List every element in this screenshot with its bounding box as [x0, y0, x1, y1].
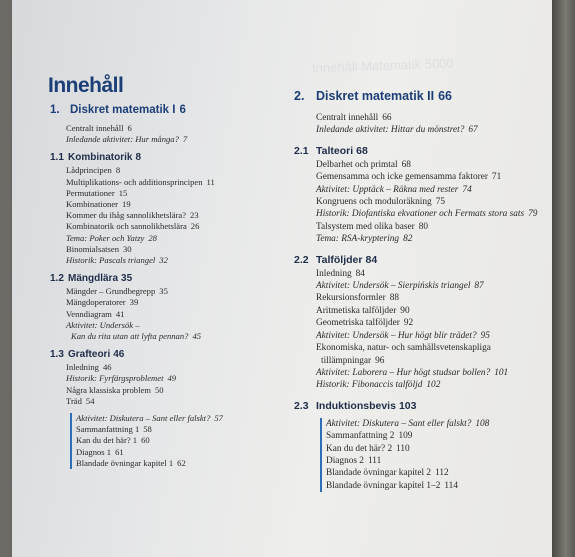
summary-entry: [76, 424, 300, 435]
section-list: [50, 362, 300, 407]
entry-page-number: 57: [214, 413, 223, 424]
section-entry: [66, 320, 300, 331]
entry-page-number: 90: [400, 305, 410, 316]
chapter-number: 2.: [294, 89, 305, 103]
chapter-heading: [294, 89, 562, 103]
entry-text: Tema: RSA-kryptering: [316, 234, 400, 245]
section-list: [294, 268, 562, 392]
entry-page-number: 26: [190, 221, 200, 232]
section-number: 2.2: [294, 253, 309, 266]
entry-text: Aritmetiska talföljder: [316, 305, 397, 316]
entry-page-number: 61: [115, 446, 124, 457]
section-heading: [50, 273, 300, 284]
entry-page-number: 68: [401, 159, 411, 170]
chapter-page-number: 66: [438, 89, 453, 103]
page-edge: [552, 0, 575, 557]
entry-text: Blandade övningar kapitel 1–2: [326, 480, 441, 491]
section-entry: [316, 233, 562, 245]
section-number: 2.1: [294, 144, 309, 157]
section-entry: [316, 379, 562, 391]
section-entry: [316, 305, 562, 317]
section-entry: [316, 367, 562, 379]
entry-page-number: 28: [148, 232, 157, 243]
section-entry: [66, 199, 300, 210]
section-title: Mängdlära: [68, 273, 119, 285]
entry-page-number: 19: [122, 199, 131, 210]
section-heading: [294, 145, 562, 157]
entry-page-number: 50: [154, 384, 164, 395]
section-page-number: 8: [135, 152, 142, 164]
summary-entry: [76, 447, 300, 458]
book-page: [12, 0, 552, 557]
summary-entry: [326, 418, 562, 430]
chapter-intro-entry: [316, 112, 562, 124]
section-list: [50, 286, 300, 342]
section-title: Induktionsbevis: [316, 399, 396, 412]
chapter-intro-list: [50, 123, 300, 145]
entry-text: Centralt innehåll: [316, 113, 379, 123]
chapter-title: Diskret matematik II: [316, 89, 435, 103]
entry-text: Aktivitet: Undersök – Hur högt blir trädet?: [316, 330, 477, 341]
entry-text: Aktivitet: Diskutera – Sant eller falskt?: [76, 413, 211, 424]
entry-page-number: 7: [182, 134, 188, 145]
entry-page-number: 46: [102, 362, 112, 373]
section-title: Talteori: [316, 144, 354, 157]
section-heading: [50, 349, 300, 360]
entry-text: Geometriska talföljder: [316, 318, 400, 329]
toc-column-left: [50, 104, 300, 469]
section-entry: [316, 342, 562, 354]
summary-entry: [326, 430, 562, 442]
section-entry: [66, 188, 300, 199]
entry-text: Aktivitet: Undersök – Sierpińskis triangel: [316, 281, 471, 292]
entry-page-number: 30: [123, 243, 132, 254]
summary-entry: [76, 458, 300, 469]
entry-page-number: 79: [528, 209, 538, 220]
summary-entry: [326, 443, 562, 455]
summary-entry: [326, 455, 562, 467]
entry-page-number: 112: [435, 468, 449, 479]
section-title: Grafteori: [68, 349, 111, 361]
entry-text: Blandade övningar kapitel 2: [326, 468, 432, 479]
section-entry: [66, 177, 300, 188]
section-number: 1.2: [50, 273, 64, 285]
entry-page-number: 84: [355, 268, 365, 279]
chapter-intro-entry: [66, 123, 300, 134]
entry-text: Kan du det här? 2: [326, 443, 393, 454]
entry-text: Mängder – Grundbegrepp: [66, 286, 156, 297]
entry-text: Sammanfattning 2: [326, 431, 395, 442]
entry-page-number: 32: [159, 255, 168, 266]
entry-text: Kombinationer: [66, 199, 119, 210]
summary-entry: [76, 413, 300, 424]
section-heading: [294, 254, 562, 266]
entry-page-number: 54: [85, 395, 95, 406]
entry-text: Diagnos 2: [326, 455, 364, 466]
section-page-number: 35: [121, 273, 133, 285]
entry-text: Kommer du ihåg sannolikhetslära?: [66, 210, 187, 221]
section-entry: [66, 221, 300, 232]
entry-page-number: 35: [159, 286, 168, 297]
entry-page-number: 66: [382, 113, 392, 123]
entry-text: Kan du det här? 1: [76, 435, 138, 446]
entry-page-number: 15: [118, 187, 128, 198]
summary-entry: [326, 480, 562, 492]
entry-text: Delbarhet och primtal: [316, 159, 398, 170]
entry-text: Kongruens och moduloräkning: [316, 197, 432, 208]
entry-page-number: 101: [494, 367, 509, 378]
entry-text: Gemensamma och icke gemensamma faktorer: [316, 172, 488, 183]
entry-page-number: 39: [129, 297, 139, 308]
entry-text: Aktivitet: Diskutera – Sant eller falskt?: [326, 418, 472, 429]
entry-page-number: 45: [192, 331, 202, 342]
entry-text: Mängdoperatorer: [66, 297, 126, 308]
entry-page-number: 11: [206, 176, 215, 187]
section-entry: [316, 280, 562, 292]
entry-text: Inledning: [316, 268, 352, 279]
section-page-number: 68: [356, 144, 368, 157]
chapter-title: Diskret matematik I: [70, 104, 176, 116]
entry-text: Multiplikations- och additionsprincipen: [66, 176, 203, 187]
summary-entry: [76, 435, 300, 446]
section-title: Kombinatorik: [68, 152, 133, 164]
summary-list: [70, 413, 300, 469]
section-entry: [316, 221, 562, 233]
entry-page-number: 108: [475, 418, 490, 429]
entry-page-number: 96: [375, 355, 385, 366]
bleed-through-text: Innehåll Matematik 5000: [311, 55, 454, 76]
section-title: Talföljder: [316, 253, 363, 266]
chapter-heading: [50, 104, 300, 116]
entry-text: Inledning: [66, 362, 99, 373]
entry-text: Rekursionsformler: [316, 293, 386, 304]
entry-text: Historik: Diofantiska ekvationer och Fermats stora sats: [316, 209, 525, 220]
entry-page-number: 111: [367, 455, 382, 466]
entry-page-number: 41: [115, 308, 125, 319]
section-entry: [66, 244, 300, 255]
section-page-number: 84: [365, 253, 378, 266]
entry-text: Inledande aktivitet: Hur många?: [66, 134, 179, 145]
section-number: 2.3: [294, 399, 309, 412]
section-heading: [50, 152, 300, 163]
entry-text: Permutationer: [66, 187, 115, 198]
section-entry: [66, 396, 300, 407]
entry-page-number: 110: [396, 443, 410, 454]
entry-page-number: 49: [167, 373, 177, 384]
entry-text: Historik: Fyrfärgsproblemet: [66, 373, 164, 384]
section-entry: [316, 330, 562, 342]
entry-text: Blandade övningar kapitel 1: [76, 457, 174, 468]
entry-text: Träd: [66, 395, 82, 406]
page-title: Innehåll: [48, 74, 124, 97]
section-entry: [66, 385, 300, 396]
summary-entry: [326, 467, 562, 479]
section-entry: [316, 268, 562, 280]
entry-page-number: 95: [480, 330, 490, 341]
section-entry: [66, 210, 300, 221]
entry-page-number: 82: [403, 234, 413, 245]
chapter-number: 1.: [50, 104, 60, 116]
entry-page-number: 114: [444, 480, 458, 491]
entry-text: Kan du rita utan att lyfta pennan?: [71, 331, 189, 342]
summary-list: [320, 418, 562, 492]
section-entry: [316, 292, 562, 304]
section-entry: [66, 373, 300, 384]
entry-page-number: 8: [115, 165, 121, 176]
section-entry: [66, 331, 300, 342]
chapter-intro-entry: [316, 124, 562, 136]
section-number: 1.1: [50, 152, 64, 164]
entry-text: Tema: Poker och Yatzy: [66, 232, 145, 243]
entry-text: Ekonomiska, natur- och samhällsvetenskapliga: [316, 343, 491, 354]
section-entry: [316, 208, 562, 220]
chapter-intro-entry: [66, 134, 300, 145]
entry-text: Inledande aktivitet: Hittar du mönstret?: [316, 125, 465, 136]
section-list: [294, 159, 562, 246]
entry-text: Aktivitet: Upptäck – Räkna med rester: [316, 184, 459, 195]
entry-text: Centralt innehåll: [66, 123, 124, 133]
section-page-number: 103: [398, 399, 417, 412]
entry-page-number: 88: [389, 293, 400, 304]
entry-page-number: 60: [141, 435, 150, 446]
entry-text: Historik: Pascals triangel: [66, 255, 156, 266]
section-entry: [66, 233, 300, 244]
entry-text: Några klassiska problem: [66, 384, 151, 395]
entry-text: Lådprincipen: [66, 165, 112, 176]
entry-page-number: 80: [418, 221, 429, 232]
section-entry: [66, 309, 300, 320]
section-entry: [66, 165, 300, 176]
entry-page-number: 102: [426, 380, 441, 391]
entry-page-number: 75: [435, 197, 445, 208]
entry-text: Venndiagram: [66, 308, 112, 319]
entry-text: Binomialsatsen: [66, 243, 119, 254]
entry-text: Historik: Fibonaccis talföljd: [316, 380, 423, 391]
section-number: 1.3: [50, 349, 64, 361]
entry-page-number: 23: [190, 210, 199, 221]
section-entry: [316, 196, 562, 208]
entry-page-number: 67: [468, 125, 478, 136]
section-entry: [66, 362, 300, 373]
section-entry: [66, 255, 300, 266]
chapter-page-number: 6: [179, 104, 186, 116]
section-list: [50, 165, 300, 266]
section-page-number: 46: [113, 349, 125, 361]
entry-page-number: 92: [403, 318, 414, 329]
chapter-intro-list: [294, 112, 562, 137]
entry-page-number: 87: [474, 281, 484, 292]
entry-text: tillämpningar: [321, 355, 372, 366]
entry-page-number: 71: [491, 172, 502, 183]
section-entry: [66, 286, 300, 297]
entry-text: Aktivitet: Laborera – Hur högt studsar bollen?: [316, 367, 491, 378]
section-entry: [316, 317, 562, 329]
entry-text: Sammanfattning 1: [76, 424, 140, 435]
section-entry: [66, 297, 300, 308]
section-entry: [316, 184, 562, 196]
toc-column-right: [294, 89, 562, 492]
section-entry: [316, 171, 562, 183]
entry-text: Kombinatorik och sannolikhetslära: [66, 221, 187, 232]
entry-page-number: 109: [398, 431, 413, 442]
entry-text: Diagnos 1: [76, 446, 112, 457]
section-entry: [316, 159, 562, 171]
entry-page-number: 58: [143, 424, 152, 435]
entry-text: Aktivitet: Undersök –: [66, 319, 140, 330]
entry-text: Talsystem med olika baser: [316, 221, 415, 232]
section-heading: [294, 400, 562, 412]
entry-page-number: 6: [127, 123, 132, 133]
section-entry: [316, 355, 562, 367]
entry-page-number: 62: [177, 457, 186, 468]
entry-page-number: 74: [462, 184, 472, 195]
